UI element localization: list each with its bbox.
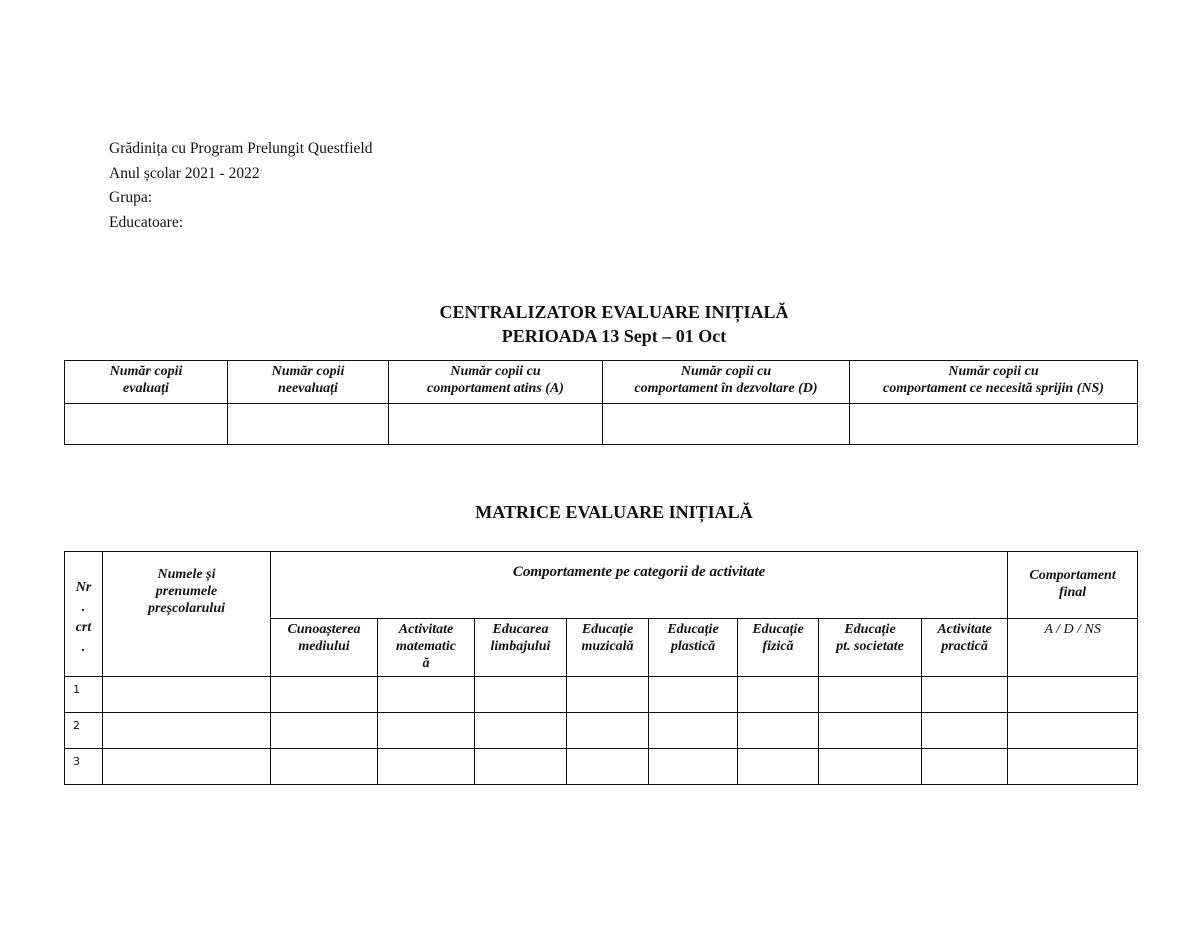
score-cell[interactable]: [738, 749, 819, 785]
table-row: [65, 677, 1138, 713]
summary-cell-needs-support[interactable]: [850, 404, 1138, 445]
row-number: 3: [65, 749, 103, 785]
category-header: Educație plastică: [649, 619, 738, 677]
matrix-header-row: [65, 552, 1138, 619]
student-name-cell[interactable]: [103, 749, 271, 785]
score-cell[interactable]: [475, 713, 567, 749]
score-cell[interactable]: [567, 677, 649, 713]
score-cell[interactable]: [738, 677, 819, 713]
matrix-table: [64, 551, 1138, 785]
score-cell[interactable]: [271, 749, 378, 785]
teacher-label: Educatoare:: [109, 213, 184, 231]
category-header: Activitate matematic ă: [378, 619, 475, 677]
summary-title: CENTRALIZATOR EVALUARE INIȚIALĂ: [439, 302, 789, 322]
document-header: [109, 137, 372, 235]
summary-period: PERIOADA 13 Sept – 01 Oct: [501, 326, 727, 346]
student-name-cell[interactable]: [103, 713, 271, 749]
score-cell[interactable]: [475, 677, 567, 713]
score-cell[interactable]: [649, 713, 738, 749]
score-cell[interactable]: [819, 749, 922, 785]
matrix-title: MATRICE EVALUARE INIȚIALĂ: [475, 502, 753, 522]
categories-header: Comportamente pe categorii de activitate: [271, 552, 1008, 619]
final-scale-label: A / D / NS: [1008, 619, 1138, 677]
score-cell[interactable]: [378, 677, 475, 713]
score-cell[interactable]: [922, 749, 1008, 785]
score-cell[interactable]: [649, 749, 738, 785]
score-cell[interactable]: [378, 749, 475, 785]
final-score-cell[interactable]: [1008, 677, 1138, 713]
score-cell[interactable]: [649, 677, 738, 713]
score-cell[interactable]: [738, 713, 819, 749]
group-label: Grupa:: [109, 189, 153, 206]
category-header: Educarea limbajului: [475, 619, 567, 677]
score-cell[interactable]: [922, 677, 1008, 713]
final-score-cell[interactable]: [1008, 713, 1138, 749]
summary-cell-developing[interactable]: [603, 404, 850, 445]
summary-value-row: [65, 404, 1138, 445]
summary-header-row: [65, 361, 1138, 404]
summary-table: [64, 360, 1138, 445]
table-row: [65, 713, 1138, 749]
nr-crt-header: Nr . crt .: [65, 552, 103, 677]
row-number: 1: [65, 677, 103, 713]
final-behavior-header: Comportament final: [1008, 552, 1138, 619]
category-header: Cunoașterea mediului: [271, 619, 378, 677]
score-cell[interactable]: [271, 713, 378, 749]
category-header: Educație fizică: [738, 619, 819, 677]
student-name-cell[interactable]: [103, 677, 271, 713]
category-header: Activitate practică: [922, 619, 1008, 677]
category-header: Educație pt. societate: [819, 619, 922, 677]
summary-col-achieved: Număr copii cu comportament atins (A): [389, 361, 603, 404]
summary-cell-not-evaluated[interactable]: [228, 404, 389, 445]
summary-col-developing: Număr copii cu comportament în dezvoltare (D): [603, 361, 850, 404]
institution-name: Grădinița cu Program Prelungit Questfield: [109, 140, 373, 157]
score-cell[interactable]: [271, 677, 378, 713]
summary-col-evaluated: Număr copii evaluați: [65, 361, 228, 404]
score-cell[interactable]: [567, 749, 649, 785]
school-year: Anul școlar 2021 - 2022: [109, 164, 260, 182]
summary-col-needs-support: Număr copii cu comportament ce necesită sprijin (NS): [850, 361, 1138, 404]
score-cell[interactable]: [567, 713, 649, 749]
score-cell[interactable]: [922, 713, 1008, 749]
final-score-cell[interactable]: [1008, 749, 1138, 785]
score-cell[interactable]: [819, 713, 922, 749]
score-cell[interactable]: [378, 713, 475, 749]
summary-cell-evaluated[interactable]: [65, 404, 228, 445]
score-cell[interactable]: [819, 677, 922, 713]
score-cell[interactable]: [475, 749, 567, 785]
summary-cell-achieved[interactable]: [389, 404, 603, 445]
student-name-header: Numele și prenumele preșcolarului: [103, 552, 271, 677]
category-header: Educație muzicală: [567, 619, 649, 677]
row-number: 2: [65, 713, 103, 749]
summary-col-not-evaluated: Număr copii neevaluați: [228, 361, 389, 404]
table-row: [65, 749, 1138, 785]
